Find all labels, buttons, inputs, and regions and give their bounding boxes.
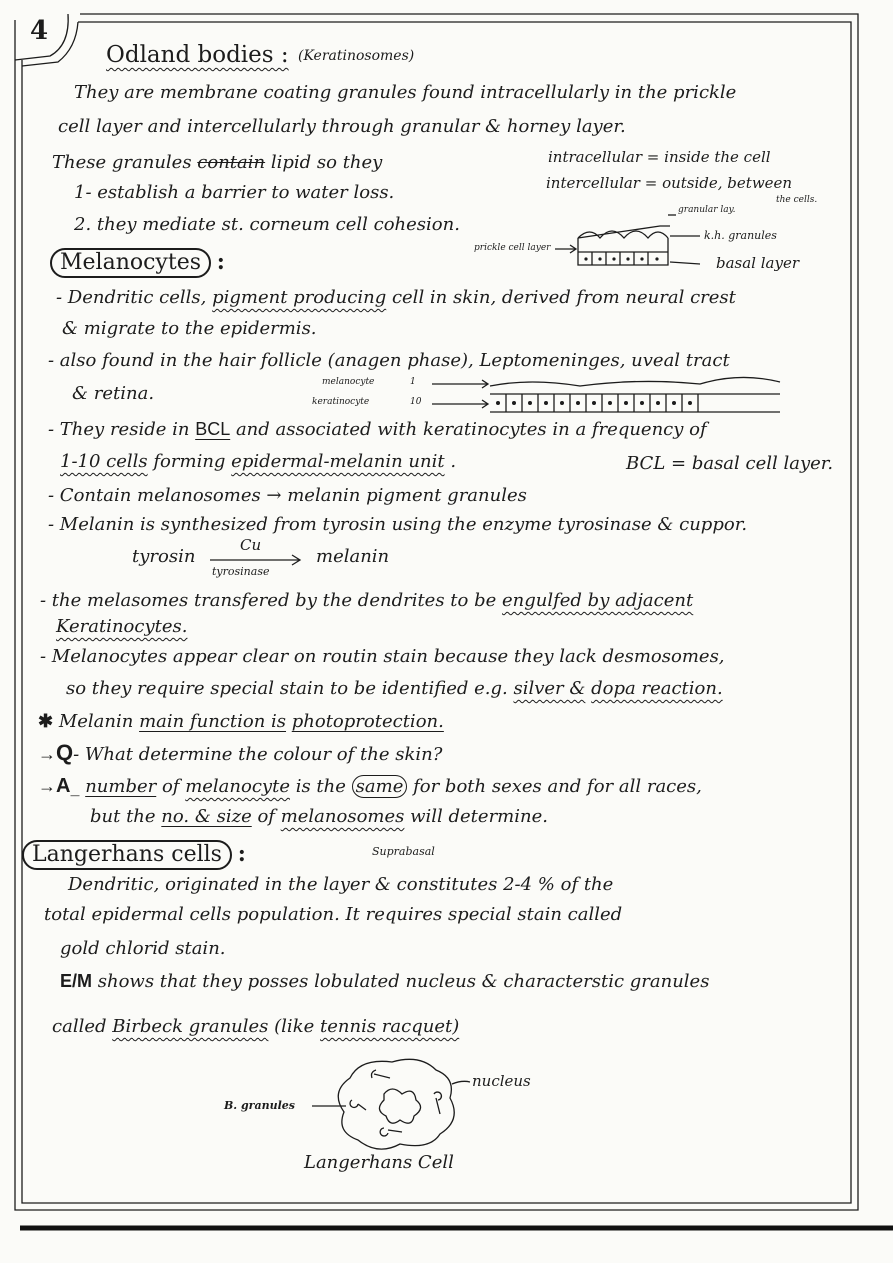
odland-point-1: 1- establish a barrier to water loss.: [74, 182, 395, 203]
arrow-right-icon: →: [38, 776, 56, 796]
melanocytes-line-4: & retina.: [72, 383, 155, 404]
note-intracellular: intracellular = inside the cell: [548, 148, 771, 166]
answer-line: →A_ number of melanocyte is the same for both sexes and for all races,: [38, 775, 702, 797]
melanocytes-heading: Melanocytes :: [50, 248, 225, 278]
diag-ratio-ten: 10: [410, 397, 422, 407]
melanocytes-line-11: - Melanocytes appear clear on routin stain because they lack desmosomes,: [40, 646, 725, 667]
langerhans-line-1: Dendritic, originated in the layer & constitutes 2-4 % of the: [68, 874, 614, 895]
melanocytes-line-12: so they require special stain to be identified e.g. silver & dopa reaction.: [66, 678, 723, 699]
diag-b-granules: B. granules: [224, 1099, 295, 1112]
langerhans-line-3: gold chlorid stain.: [60, 938, 226, 959]
diag-keratinocyte-label: keratinocyte: [312, 397, 370, 407]
odland-point-2: 2. they mediate st. corneum cell cohesion.: [74, 214, 460, 235]
melanocytes-line-3: - also found in the hair follicle (anagen phase), Leptomeninges, uveal tract: [48, 350, 730, 371]
odland-line-3: These granules contain lipid so they: [52, 152, 383, 173]
diag-ratio-one: 1: [410, 377, 416, 387]
melanocytes-line-9: - the melasomes transfered by the dendrites to be engulfed by adjacent: [40, 590, 694, 611]
answer-line-2: but the no. & size of melanosomes will determine.: [90, 806, 548, 827]
langerhans-line-2: total epidermal cells population. It requires special stain called: [44, 904, 623, 925]
diag-basal-layer: basal layer: [716, 254, 800, 272]
melanocytes-line-1: - Dendritic cells, pigment producing cell in skin, derived from neural crest: [56, 287, 736, 308]
question-line: →Q- What determine the colour of the skin?: [38, 740, 443, 765]
note-intercellular-2: the cells.: [776, 195, 818, 205]
langerhans-line-4: E/M shows that they posses lobulated nucleus & characterstic granules: [60, 971, 710, 992]
equation-right: melanin: [316, 546, 390, 567]
melanocytes-line-13: ✱ Melanin main function is photoprotection.: [38, 711, 444, 732]
odland-line-1: They are membrane coating granules found intracellularly in the prickle: [74, 82, 737, 103]
melanocytes-line-2: & migrate to the epidermis.: [62, 318, 317, 339]
diag-nucleus: nucleus: [472, 1072, 531, 1090]
equation-left: tyrosin: [132, 546, 196, 567]
asterisk-icon: ✱: [38, 711, 54, 731]
diag-kh-granules: k.h. granules: [704, 229, 777, 242]
langerhans-heading: Langerhans cells :: [22, 840, 246, 870]
note-intercellular: intercellular = outside, between: [546, 174, 793, 192]
melanocytes-line-8: - Melanin is synthesized from tyrosin using the enzyme tyrosinase & cuppor.: [48, 514, 748, 535]
equation-top: Cu: [240, 536, 262, 554]
diag-prickle-layer: prickle cell layer: [474, 243, 551, 253]
melanocytes-line-10: Keratinocytes.: [56, 616, 188, 637]
diag-granular-layer: granular lay.: [678, 205, 736, 215]
langerhans-line-5: called Birbeck granules (like tennis racquet): [52, 1016, 460, 1037]
melanocytes-line-5: - They reside in BCL and associated with keratinocytes in a frequency of: [48, 419, 707, 440]
page-number: 4: [30, 16, 49, 46]
diag-caption: Langerhans Cell: [304, 1152, 454, 1173]
diag-melanocyte-label: melanocyte: [322, 377, 375, 387]
odland-line-2: cell layer and intercellularly through granular & horney layer.: [58, 116, 626, 137]
bcl-note: BCL = basal cell layer.: [626, 453, 834, 474]
odland-subtitle: (Keratinosomes): [298, 48, 415, 64]
melanocytes-line-7: - Contain melanosomes → melanin pigment granules: [48, 485, 527, 506]
note-suprabasal: Suprabasal: [372, 845, 435, 858]
melanocytes-line-6: 1-10 cells forming epidermal-melanin unit .: [60, 451, 457, 472]
equation-bottom: tyrosinase: [212, 565, 270, 578]
arrow-right-icon: →: [38, 744, 56, 764]
odland-title: Odland bodies :: [106, 42, 289, 68]
